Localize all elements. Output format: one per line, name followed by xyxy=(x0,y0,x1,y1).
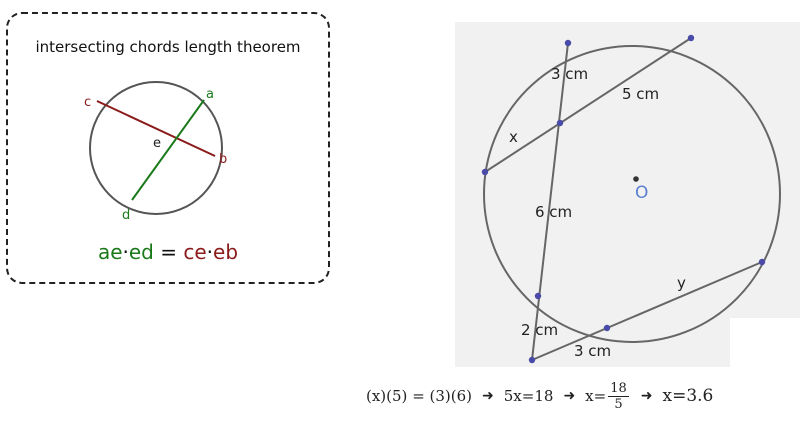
point-left xyxy=(482,169,488,175)
point-label-a: a xyxy=(206,87,214,102)
label-lower-left-segment: 2 cm xyxy=(521,321,559,339)
theorem-title: intersecting chords length theorem xyxy=(35,38,301,56)
formula-dot-1: · xyxy=(122,240,129,264)
formula-dot-2: · xyxy=(206,240,214,264)
fraction xyxy=(608,381,629,412)
step-lhs: (x)(5) xyxy=(366,387,408,405)
fraction-numerator: 18 xyxy=(610,380,627,396)
center-point xyxy=(633,176,639,182)
theorem-card xyxy=(6,12,330,284)
point-label-b: b xyxy=(219,152,228,167)
arrow-icon: ➜ xyxy=(482,388,494,404)
label-top-right-segment: 5 cm xyxy=(622,85,660,103)
point-intersection xyxy=(557,120,563,126)
point-lower-chord xyxy=(604,325,610,331)
label-middle-segment: 6 cm xyxy=(535,203,573,221)
label-center: O xyxy=(635,183,649,203)
arrow-icon: ➜ xyxy=(640,388,653,404)
solution-steps xyxy=(366,376,796,416)
step-rhs: (3)(6) xyxy=(429,387,473,405)
label-top-left-segment: 3 cm xyxy=(551,65,589,83)
arrow-icon: ➜ xyxy=(563,388,576,404)
secant-bottom-to-right xyxy=(532,262,762,360)
label-lower-bottom-segment: 3 cm xyxy=(574,342,612,360)
problem-figure xyxy=(455,22,800,367)
point-top-right xyxy=(688,35,694,41)
point-top xyxy=(565,40,571,46)
chord-ad xyxy=(132,100,204,200)
formula-equals: = xyxy=(153,240,184,264)
formula-eb: eb xyxy=(213,240,239,264)
point-label-d: d xyxy=(122,208,131,223)
fraction-denominator: 5 xyxy=(614,396,623,412)
point-lower-left xyxy=(535,293,541,299)
chord-left-to-top-right xyxy=(485,38,691,172)
point-right xyxy=(759,259,765,265)
label-x-segment: x xyxy=(509,128,518,146)
point-label-c: c xyxy=(84,95,92,110)
point-label-e: e xyxy=(153,136,161,151)
formula-ed: ed xyxy=(128,240,154,264)
blank-corner xyxy=(730,318,800,368)
step-equation: 5x=18 xyxy=(503,387,554,405)
problem-figure-panel xyxy=(455,22,800,367)
step-answer: x=3.6 xyxy=(662,386,714,406)
theorem-formula xyxy=(8,240,328,264)
step-x-equals: x= xyxy=(585,387,607,405)
label-y-segment: y xyxy=(677,274,686,292)
point-bottom xyxy=(529,357,535,363)
step-equals: = xyxy=(407,387,430,405)
formula-ae: ae xyxy=(97,240,123,264)
formula-ce: ce xyxy=(183,240,207,264)
chord-top-to-bottom xyxy=(532,43,568,360)
